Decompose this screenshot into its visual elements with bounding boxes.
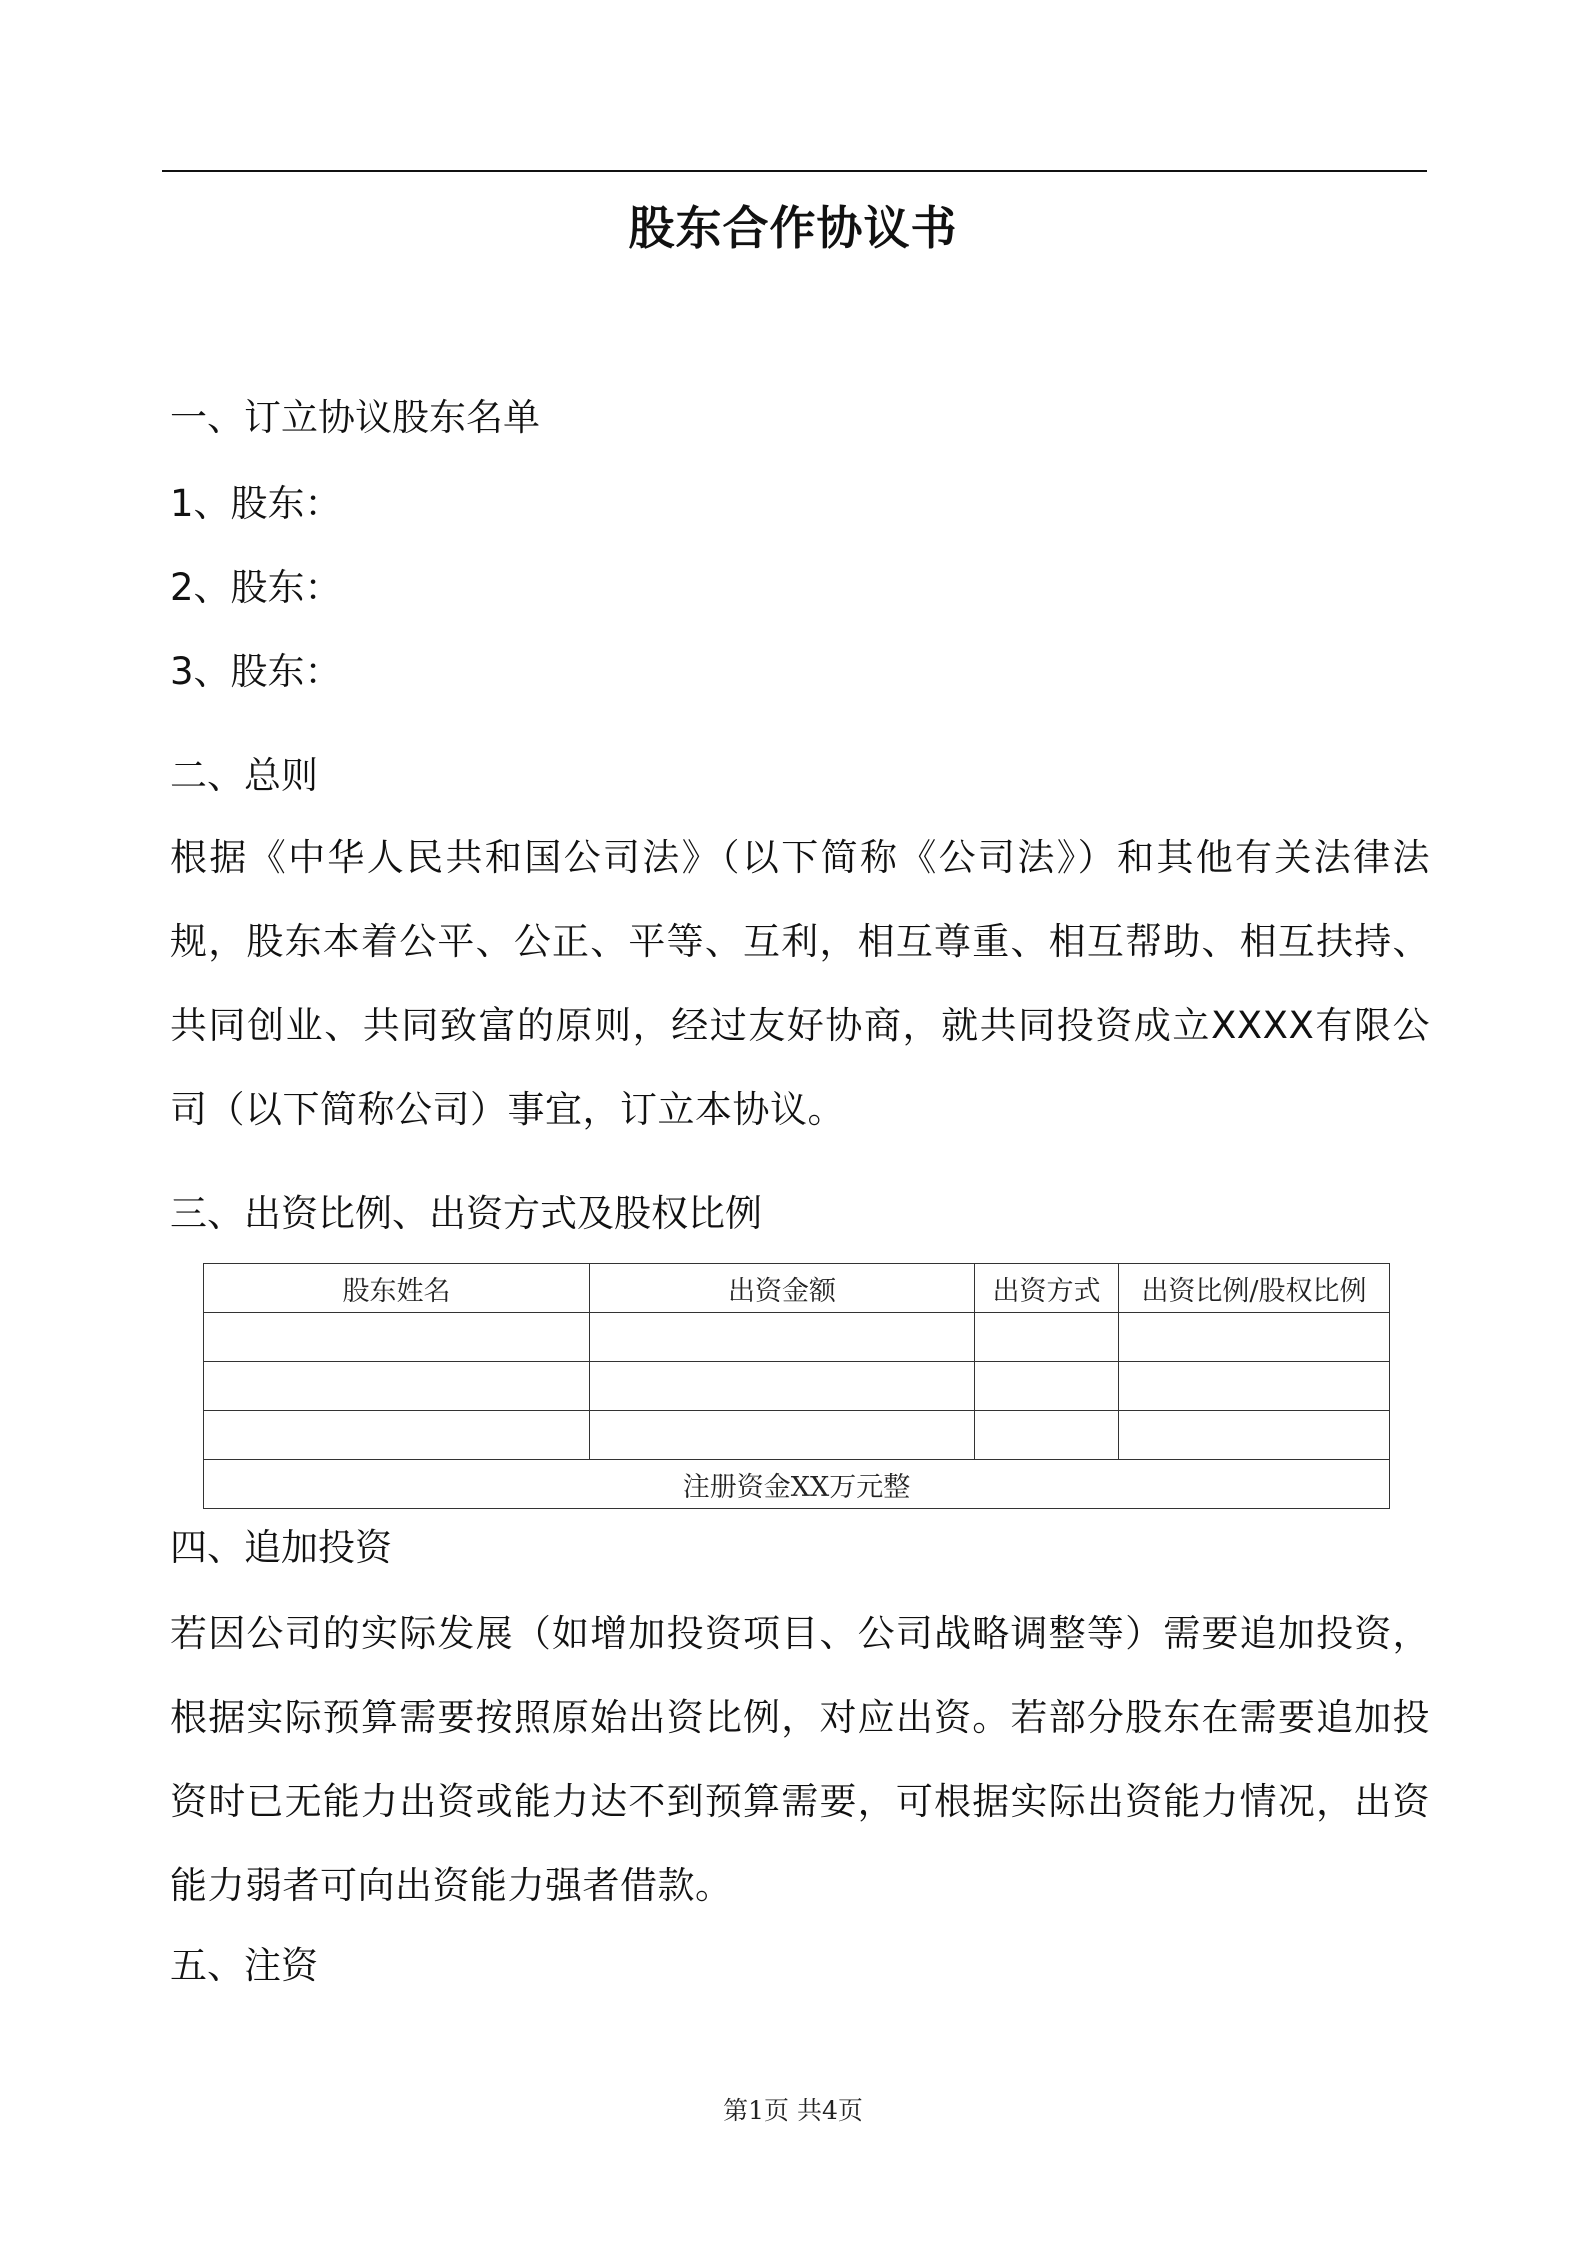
header-rule	[162, 170, 1427, 172]
page-footer: 第1页 共4页	[723, 2096, 863, 2125]
table-cell	[590, 1411, 975, 1460]
table-cell	[1119, 1362, 1390, 1411]
contribution-table	[203, 1263, 1390, 1509]
table-header-row	[204, 1264, 1390, 1313]
section2-heading: 二、总则	[170, 754, 318, 797]
section1-heading: 一、订立协议股东名单	[170, 396, 540, 439]
table-row	[204, 1313, 1390, 1362]
table-header-amount: 出资金额	[590, 1264, 975, 1313]
table-cell	[1119, 1313, 1390, 1362]
registered-capital-cell: 注册资金XX万元整	[204, 1460, 1390, 1509]
table-row	[204, 1362, 1390, 1411]
table-cell	[590, 1362, 975, 1411]
section3-heading: 三、出资比例、出资方式及股权比例	[170, 1192, 762, 1235]
table-cell	[204, 1411, 590, 1460]
table-cell	[975, 1411, 1119, 1460]
shareholder-item-1: 1、股东：	[170, 482, 342, 525]
table-footer-row	[204, 1460, 1390, 1509]
table-cell	[204, 1362, 590, 1411]
shareholder-item-2: 2、股东：	[170, 566, 342, 609]
table-cell	[975, 1362, 1119, 1411]
table-cell	[1119, 1411, 1390, 1460]
table-header-ratio: 出资比例/股权比例	[1119, 1264, 1390, 1313]
shareholder-item-3: 3、股东：	[170, 650, 342, 693]
table-row	[204, 1411, 1390, 1460]
section2-body: 根据《中华人民共和国公司法》（以下简称《公司法》）和其他有关法律法规，股东本着公平、公正、平等、互利，相互尊重、相互帮助、相互扶持、共同创业、共同致富的原则，经过友好协商，就共同投资成立XXXX有限公司（以下简称公司）事宜，订立本协议。	[170, 836, 1430, 1131]
table-cell	[204, 1313, 590, 1362]
table-cell	[975, 1313, 1119, 1362]
table-header-name: 股东姓名	[204, 1264, 590, 1313]
document-title: 股东合作协议书	[628, 201, 958, 255]
table-cell	[590, 1313, 975, 1362]
table-header-method: 出资方式	[975, 1264, 1119, 1313]
contribution-table-wrap	[203, 1263, 1389, 1509]
section4-heading: 四、追加投资	[170, 1526, 392, 1569]
section4-body: 若因公司的实际发展（如增加投资项目、公司战略调整等）需要追加投资，根据实际预算需要按照原始出资比例，对应出资。若部分股东在需要追加投资时已无能力出资或能力达不到预算需要，可根据实际出资能力情况，出资能力弱者可向出资能力强者借款。	[170, 1612, 1430, 1907]
section5-heading: 五、注资	[170, 1944, 318, 1987]
